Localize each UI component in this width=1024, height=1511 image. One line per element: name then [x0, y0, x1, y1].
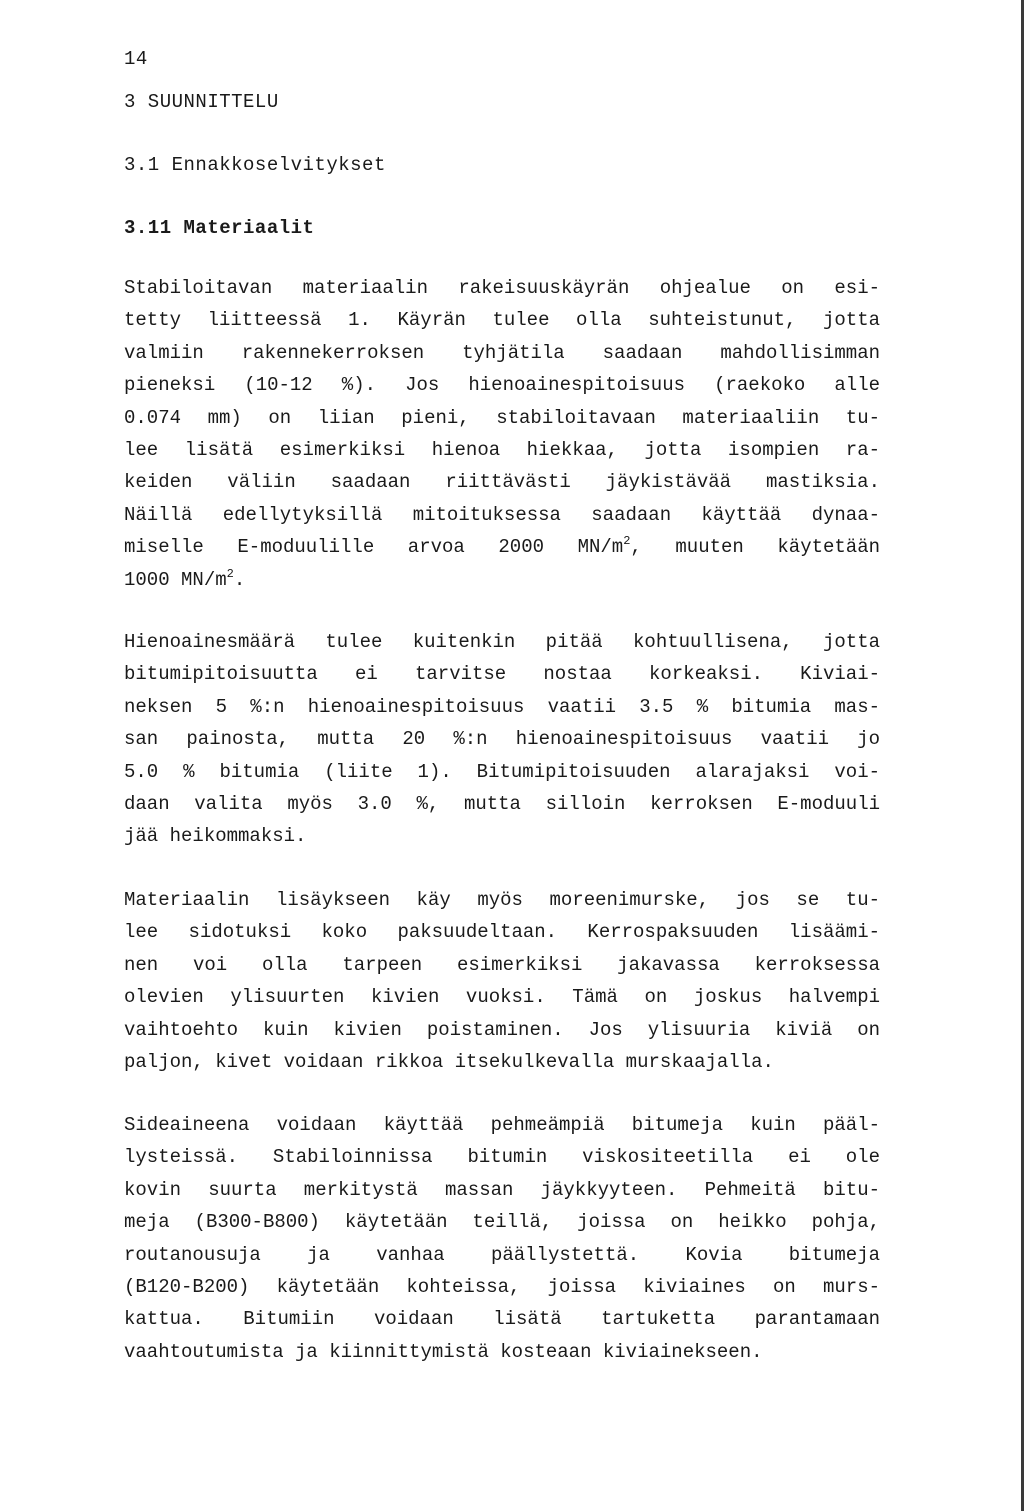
text-line: tetty liitteessä 1. Käyrän tulee olla suhteistunut, jotta	[124, 309, 880, 332]
text-line: lee sidotuksi koko paksuudeltaan. Kerrospaksuuden lisäämi-	[124, 921, 880, 944]
text-segment: miselle E-moduulille arvoa 2000 MN/m	[124, 536, 624, 559]
text-segment: , muuten käytetään	[630, 536, 880, 559]
text-line: lee lisätä esimerkiksi hienoa hiekkaa, jotta isompien ra-	[124, 438, 880, 461]
text-line: nen voi olla tarpeen esimerkiksi jakavassa kerroksessa	[124, 953, 880, 976]
text-line: olevien ylisuurten kivien vuoksi. Tämä on joskus halvempi	[124, 986, 880, 1009]
text-line: routanousuja ja vanhaa päällystettä. Kovia bitumeja	[124, 1243, 880, 1266]
paragraph-fines-content	[124, 626, 880, 853]
section-heading: 3.1 Ennakkoselvitykset	[124, 154, 386, 176]
text-line: daan valita myös 3.0 %, mutta silloin kerroksen E-moduuli	[124, 792, 880, 815]
text-line: paljon, kivet voidaan rikkoa itsekulkevalla murskaajalla.	[124, 1050, 774, 1073]
subsection-heading: 3.11 Materiaalit	[124, 217, 315, 239]
paragraph-moraine-crush	[124, 884, 880, 1078]
text-line: valmiin rakennekerroksen tyhjätila saadaan mahdollisimman	[124, 341, 880, 364]
text-line-with-superscript	[124, 564, 880, 596]
superscript: 2	[226, 566, 234, 581]
text-line: kattua. Bitumiin voidaan lisätä tartuketta parantamaan	[124, 1308, 880, 1331]
text-line: meja (B300-B800) käytetään teillä, joissa on heikko pohja,	[124, 1211, 880, 1234]
text-line: (B120-B200) käytetään kohteissa, joissa kiviaines on murs-	[124, 1275, 880, 1298]
text-line: keiden väliin saadaan riittävästi jäykistävää mastiksia.	[124, 471, 880, 494]
text-line: neksen 5 %:n hienoainespitoisuus vaatii 3.5 % bitumia mas-	[124, 695, 880, 718]
text-line: 0.074 mm) on liian pieni, stabiloitavaan materiaaliin tu-	[124, 406, 880, 429]
chapter-heading: 3 SUUNNITTELU	[124, 91, 279, 113]
text-line: kovin suurta merkitystä massan jäykkyyteen. Pehmeitä bitu-	[124, 1178, 880, 1201]
text-line: 5.0 % bitumia (liite 1). Bitumipitoisuuden alarajaksi voi-	[124, 760, 880, 783]
text-line: Materiaalin lisäykseen käy myös moreenimurske, jos se tu-	[124, 889, 880, 911]
text-line: lysteissä. Stabiloinnissa bitumin viskositeetilla ei ole	[124, 1146, 880, 1169]
text-line: san painosta, mutta 20 %:n hienoainespitoisuus vaatii jo	[124, 728, 880, 751]
text-segment: 1000 MN/m	[124, 568, 227, 591]
text-line: vaihtoehto kuin kivien poistaminen. Jos ylisuuria kiviä on	[124, 1018, 880, 1041]
text-line: Sideaineena voidaan käyttää pehmeämpiä bitumeja kuin pääl-	[124, 1114, 880, 1136]
text-line: jää heikommaksi.	[124, 825, 307, 848]
text-segment: .	[233, 568, 246, 591]
text-line: Näillä edellytyksillä mitoituksessa saadaan käyttää dynaa-	[124, 503, 880, 526]
text-line: vaahtoutumista ja kiinnittymistä kosteaan kiviainekseen.	[124, 1340, 763, 1363]
superscript: 2	[623, 534, 631, 549]
paragraph-binder	[124, 1109, 880, 1368]
text-line: Hienoainesmäärä tulee kuitenkin pitää kohtuullisena, jotta	[124, 631, 880, 653]
text-line-with-superscript	[124, 531, 880, 563]
paragraph-materials-grading	[124, 272, 880, 596]
page-number: 14	[124, 48, 148, 70]
text-line: pieneksi (10-12 %). Jos hienoainespitoisuus (raekoko alle	[124, 374, 880, 397]
text-line: Stabiloitavan materiaalin rakeisuuskäyrän ohjealue on esi-	[124, 277, 880, 299]
text-line: bitumipitoisuutta ei tarvitse nostaa korkeaksi. Kiviai-	[124, 663, 880, 686]
